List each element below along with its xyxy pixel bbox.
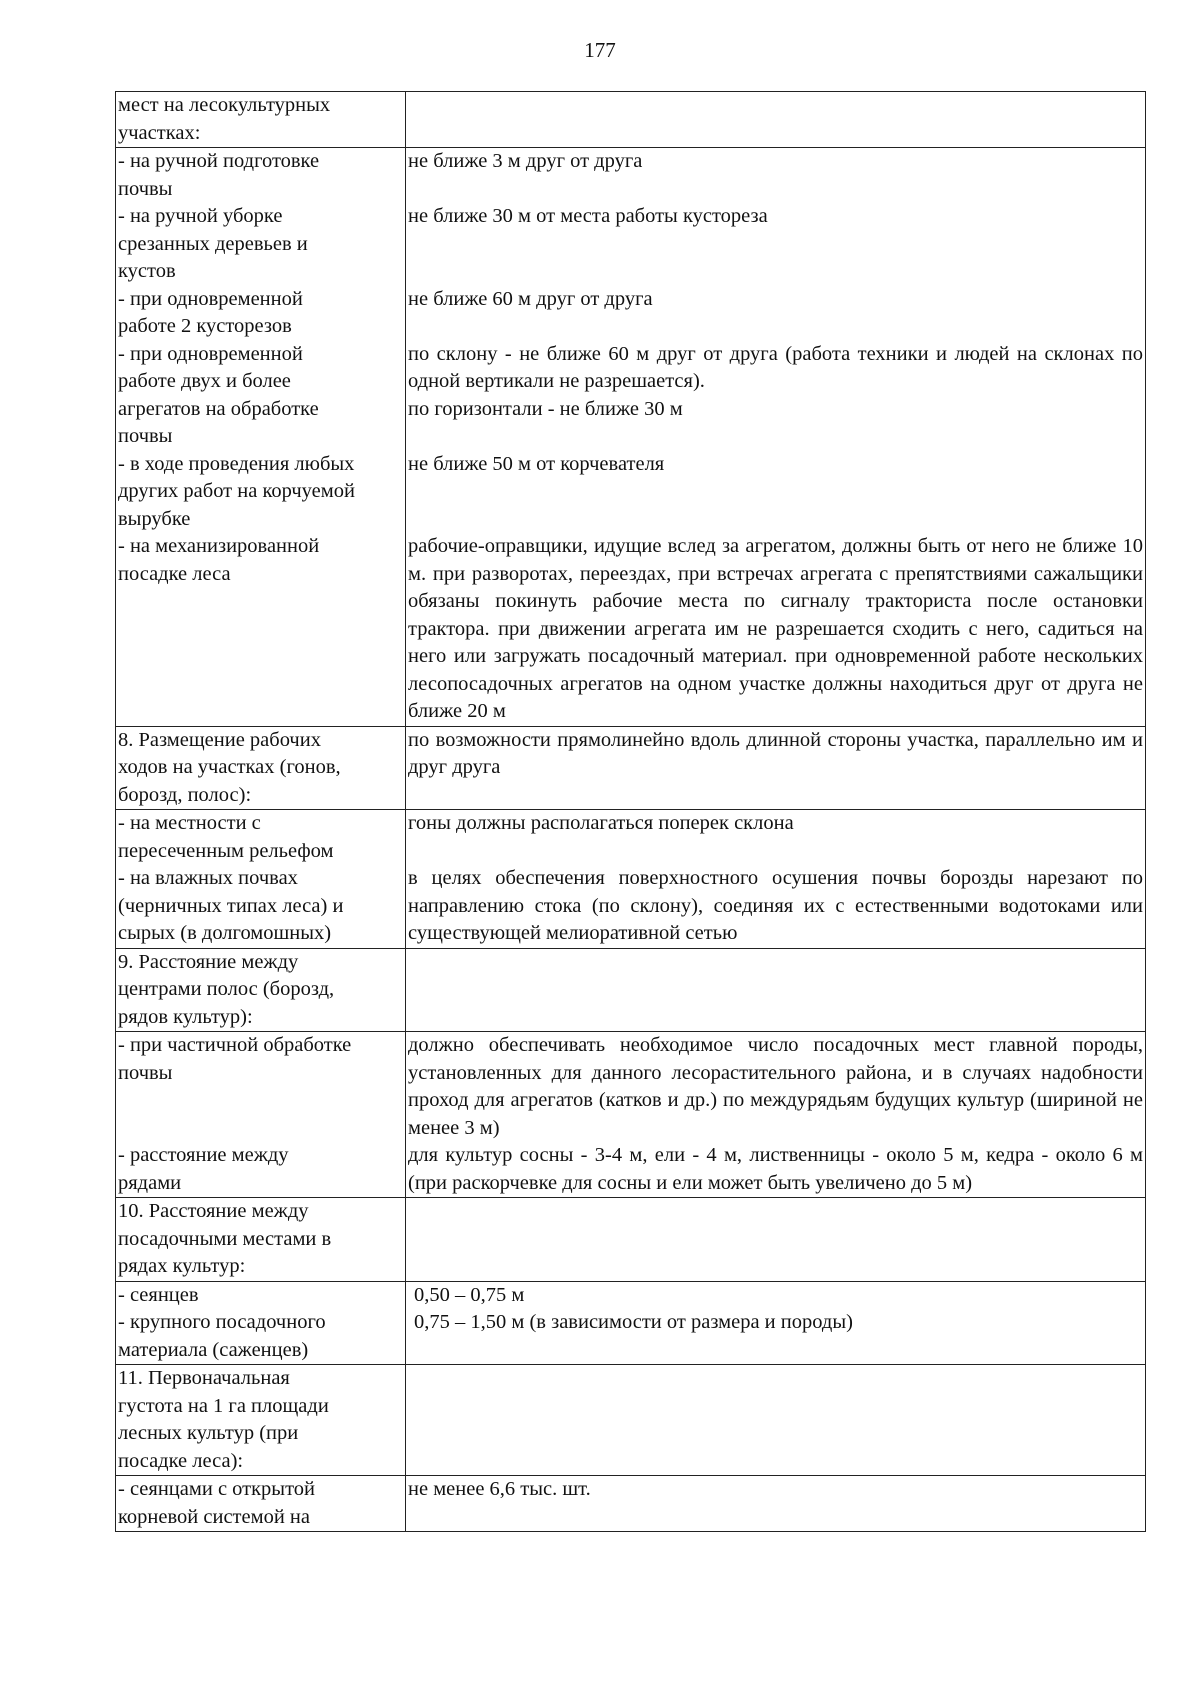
cell-line: центрами полос (борозд, [118,978,335,1000]
cell-line: почвы [118,177,173,200]
cell-line: 11. Первоначальная [118,1367,290,1389]
cell-line: (черничных типах леса) и [118,894,344,917]
cell-text: не ближе 3 м друг от друга [408,150,643,172]
cell-text: должно обеспечивать необходимое число посадочных мест главной породы, установленных для данного лесорастительного района, и в случаях надобности проход для агрегатов (катков и др.) по междурядьям будущих культур (шириной не менее 3 м) [408,1034,1143,1139]
left-cell [116,726,406,810]
table-row [116,1476,1146,1532]
cell-line: агрегатов на обработке [118,397,319,420]
cell-line: 9. Расстояние между [118,950,299,973]
left-cell [116,92,406,148]
cell-line: других работ на корчуемой [118,480,355,502]
table-row [116,948,1146,1032]
cell-line: посадке леса): [118,1449,244,1472]
cell-text: гоны должны располагаться поперек склона [408,812,794,834]
right-cell [406,1281,1146,1365]
table-row [116,726,1146,810]
cell-line: - на ручной уборке [118,205,283,227]
cell-line: материала (саженцев) [118,1338,309,1361]
cell-line: - на влажных почвах [118,867,298,889]
cell-text: не менее 6,6 тыс. шт. [408,1478,591,1500]
right-cell [406,1198,1146,1282]
cell-line: сырых (в долгомошных) [118,922,332,944]
cell-text: 0,50 – 0,75 м [414,1283,525,1306]
cell-line: - сеянцев [118,1283,199,1306]
cell-line: лесных культур (при [118,1422,299,1444]
cell-line: срезанных деревьев и [118,232,308,255]
cell-line: почвы [118,1061,173,1084]
right-cell [406,148,1146,727]
cell-text: не ближе 50 м от корчевателя [408,452,665,475]
right-cell [406,1032,1146,1198]
table-row [116,1281,1146,1365]
right-cell [406,726,1146,810]
left-cell [116,148,406,727]
cell-line: - при частичной обработке [118,1034,352,1056]
cell-line: работе двух и более [118,370,291,392]
cell-line: участках: [118,121,201,144]
left-cell [116,1198,406,1282]
cell-line: мест на лесокультурных [118,94,331,116]
cell-line: посадочными местами в [118,1227,332,1250]
cell-text: не ближе 60 м друг от друга [408,287,653,310]
cell-line: рядах культур: [118,1255,246,1277]
cell-line: - сеянцами с открытой [118,1478,315,1500]
table-row [116,148,1146,727]
right-cell [406,1476,1146,1532]
cell-line: - в ходе проведения любых [118,452,355,475]
cell-line: борозд, полос): [118,783,252,806]
cell-line: - на ручной подготовке [118,150,320,172]
table-row [116,1198,1146,1282]
cell-line: работе 2 кусторезов [118,315,292,337]
cell-text: для культур сосны - 3-4 м, ели - 4 м, лиственницы - около 5 м, кедра - около 6 м (при раскорчевке для сосны и ели может быть увеличено до 5 м) [408,1144,1143,1194]
cell-line: посадке леса [118,562,231,585]
cell-line: пересеченным рельефом [118,839,334,862]
right-cell [406,92,1146,148]
cell-line: - на местности с [118,812,261,834]
cell-line: - при одновременной [118,342,303,365]
table-row [116,1365,1146,1476]
left-cell [116,1365,406,1476]
cell-line: - при одновременной [118,287,303,310]
right-cell [406,810,1146,949]
left-cell [116,810,406,949]
left-cell [116,948,406,1032]
right-cell [406,948,1146,1032]
left-cell [116,1476,406,1532]
cell-line: кустов [118,260,176,282]
cell-line: корневой системой на [118,1505,310,1528]
table-row [116,1032,1146,1198]
cell-line: ходов на участках (гонов, [118,756,341,778]
cell-line: рядов культур): [118,1005,253,1028]
cell-line: - крупного посадочного [118,1311,326,1333]
cell-text: рабочие-оправщики, идущие вслед за агрегатом, должны быть от него не ближе 10 м. при разворотах, переездах, при встречах агрегата с препятствиями сажальщики обязаны покинуть рабочие места по сигналу тракториста после остановки трактора. при движении агрегата им не разрешается сходить с него, садиться на него или загружать посадочный материал. при одновременной работе нескольких лесопосадочных агрегатов на одном участке должны находиться друг от друга не ближе 20 м [408,535,1143,722]
cell-text: в целях обеспечения поверхностного осушения почвы борозды нарезают по направлению стока (по склону), соединяя их с естественными водотоками или существующей мелиоративной сетью [408,867,1143,944]
cell-line: - на механизированной [118,535,320,557]
table-row [116,810,1146,949]
cell-line: почвы [118,425,173,447]
cell-text: по возможности прямолинейно вдоль длинной стороны участка, параллельно им и друг друга [408,728,1143,778]
cell-text: 0,75 – 1,50 м (в зависимости от размера и породы) [414,1311,853,1333]
cell-text: по склону - не ближе 60 м друг от друга (работа техники и людей на склонах по одной вертикали не разрешается). [408,342,1143,392]
cell-line: 8. Размещение рабочих [118,728,321,751]
left-cell [116,1281,406,1365]
table-row [116,92,1146,148]
left-cell [116,1032,406,1198]
cell-line: густота на 1 га площади [118,1394,329,1417]
cell-text: по горизонтали - не ближе 30 м [408,397,683,420]
cell-line: вырубке [118,507,191,530]
right-cell [406,1365,1146,1476]
cell-line: - расстояние между [118,1144,289,1166]
requirements-table [115,91,1146,1532]
page-number: 177 [584,38,616,62]
cell-line: 10. Расстояние между [118,1200,309,1222]
cell-text: не ближе 30 м от места работы кустореза [408,205,768,227]
cell-line: рядами [118,1171,182,1194]
